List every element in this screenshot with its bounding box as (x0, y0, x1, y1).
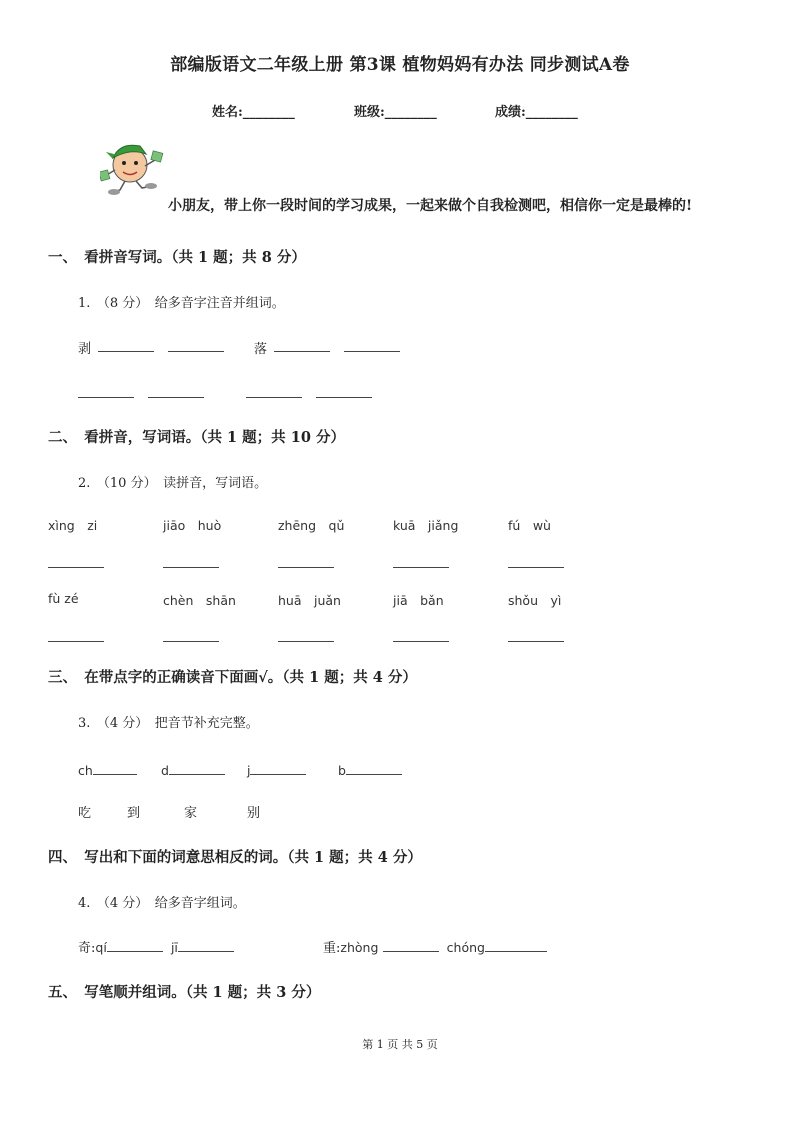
pinyin-jiaban: jiā bǎn (393, 593, 444, 608)
page-title: 部编版语文二年级上册 第3课 植物妈妈有办法 同步测试A卷 (170, 55, 630, 75)
section-5-heading: 五、 写笔顺并组词。（共 1 题；共 3 分） (48, 984, 321, 1001)
answer-blank[interactable] (250, 760, 306, 775)
question-3: 3. （4 分） 把音节补充完整。 (78, 716, 259, 731)
answer-blank[interactable] (78, 397, 134, 398)
answer-blank[interactable] (485, 937, 547, 952)
answer-blank[interactable] (169, 760, 225, 775)
answer-blank[interactable] (168, 351, 224, 352)
answer-blank[interactable] (508, 567, 564, 568)
section-2-heading: 二、 看拼音，写词语。（共 1 题；共 10 分） (48, 429, 345, 446)
pinyin-zhong: zhòng (340, 940, 379, 955)
pinyin-fuwu: fú wù (508, 518, 551, 533)
section-1-heading: 一、 看拼音写词。（共 1 题；共 8 分） (48, 249, 306, 266)
answer-blank[interactable] (98, 351, 154, 352)
section-4-heading: 四、 写出和下面的词意思相反的词。（共 1 题；共 4 分） (48, 849, 422, 866)
answer-blank[interactable] (393, 641, 449, 642)
answer-blank[interactable] (107, 937, 163, 952)
initial-text: d (161, 763, 169, 778)
initial-j (247, 760, 306, 778)
pinyin-shouyi: shǒu yì (508, 593, 562, 608)
pinyin-ji: jī (170, 940, 178, 955)
initial-text: b (338, 763, 346, 778)
polyphone-zhong-row (323, 937, 547, 956)
answer-blank[interactable] (48, 641, 104, 642)
pinyin-zhengqu: zhēng qǔ (278, 518, 345, 533)
name-field[interactable]: 姓名:________ (212, 105, 295, 120)
pinyin-qi: qí (95, 940, 107, 955)
initial-b (338, 760, 402, 778)
answer-blank[interactable] (344, 351, 400, 352)
initial-ch (78, 760, 137, 778)
answer-blank[interactable] (316, 397, 372, 398)
score-field[interactable]: 成绩:________ (495, 105, 578, 120)
char-chi: 吃 (78, 806, 92, 821)
answer-blank[interactable] (278, 641, 334, 642)
question-2: 2. （10 分） 读拼音，写词语。 (78, 476, 268, 491)
question-1: 1. （8 分） 给多音字注音并组词。 (78, 296, 285, 311)
answer-blank[interactable] (278, 567, 334, 568)
answer-blank[interactable] (383, 937, 439, 952)
char-bo: 剥 (78, 342, 92, 357)
answer-blank[interactable] (274, 351, 330, 352)
answer-blank[interactable] (178, 937, 234, 952)
answer-blank[interactable] (163, 641, 219, 642)
answer-blank[interactable] (48, 567, 104, 568)
answer-blank[interactable] (246, 397, 302, 398)
initial-text: ch (78, 763, 93, 778)
intro-text: 小朋友，带上你一段时间的学习成果，一起来做个自我检测吧，相信你一定是最棒的! (168, 198, 693, 214)
initial-d (161, 760, 225, 778)
answer-blank[interactable] (148, 397, 204, 398)
cartoon-mascot-illustration (100, 140, 165, 198)
pinyin-chenshan: chèn shān (163, 593, 236, 608)
answer-blank[interactable] (93, 760, 137, 775)
pinyin-kuajiang: kuā jiǎng (393, 518, 459, 533)
polyphone-qi-row (78, 937, 234, 956)
page-footer: 第 1 页 共 5 页 (362, 1038, 438, 1051)
answer-blank[interactable] (393, 567, 449, 568)
char-luo: 落 (254, 342, 268, 357)
answer-blank[interactable] (163, 567, 219, 568)
char-jia: 家 (184, 806, 198, 821)
pinyin-xingzi: xìng zi (48, 518, 98, 533)
pinyin-jiaohuo: jiāo huò (163, 518, 222, 533)
pinyin-chong: chóng (446, 940, 485, 955)
pinyin-huajuan: huā juǎn (278, 593, 341, 608)
answer-blank[interactable] (346, 760, 402, 775)
question-4: 4. （4 分） 给多音字组词。 (78, 896, 246, 911)
class-field[interactable]: 班级:________ (354, 105, 437, 120)
initial-text: j (247, 763, 251, 778)
pinyin-fuze: fù zé (48, 591, 79, 606)
char-bie: 别 (247, 806, 261, 821)
char-qi-label: 奇: (78, 941, 96, 956)
char-dao: 到 (127, 806, 141, 821)
char-zhong-label: 重: (323, 941, 341, 956)
answer-blank[interactable] (508, 641, 564, 642)
section-3-heading: 三、 在带点字的正确读音下面画√。（共 1 题；共 4 分） (48, 669, 417, 686)
